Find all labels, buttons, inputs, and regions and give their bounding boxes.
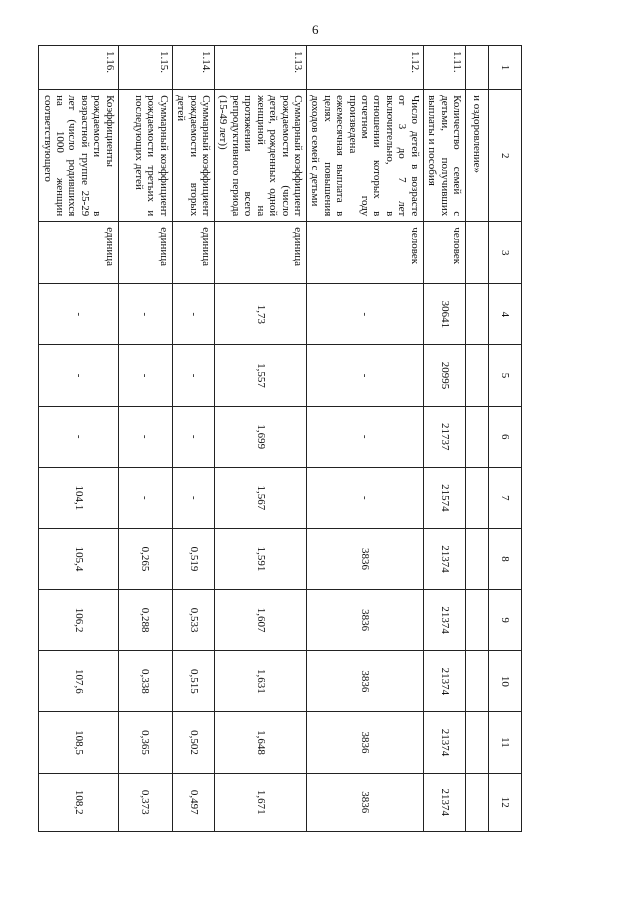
value-cell: 1,699 [214,406,306,467]
value-cell: 21574 [423,467,465,528]
header-cell: 10 [489,651,522,712]
value-cell: 0,519 [172,528,214,589]
empty-cell [466,590,489,651]
header-cell: 5 [489,345,522,406]
empty-cell [466,773,489,831]
row-number: 1.16. [39,46,119,90]
indicators-table [38,45,522,832]
value-cell: 30641 [423,284,465,345]
value-cell: 0,533 [172,590,214,651]
empty-cell [466,222,489,284]
value-cell: - [118,345,172,406]
row-unit: единица [172,222,214,284]
value-cell: 1,73 [214,284,306,345]
header-cell: 11 [489,712,522,773]
value-cell: 21374 [423,590,465,651]
value-cell: 3836 [306,651,423,712]
row-number: 1.12. [306,46,423,90]
value-cell: 108,2 [39,773,119,831]
empty-cell [466,284,489,345]
value-cell: 0,497 [172,773,214,831]
value-cell: 104,1 [39,467,119,528]
value-cell: - [118,406,172,467]
value-cell: - [39,284,119,345]
row-unit: человек [306,222,423,284]
row-number: 1.11. [423,46,465,90]
value-cell: - [118,284,172,345]
value-cell: 0,288 [118,590,172,651]
value-cell: - [306,284,423,345]
header-cell: 6 [489,406,522,467]
header-cell: 1 [489,46,522,90]
table-row [172,46,214,832]
table-row [39,46,119,832]
row-unit: единица [39,222,119,284]
row-description: Количество семей с детьми, получивших выплаты и пособия [423,90,465,222]
empty-cell [466,345,489,406]
value-cell: 21374 [423,528,465,589]
value-cell: - [39,345,119,406]
row-unit: человек [423,222,465,284]
row-unit: единица [118,222,172,284]
empty-cell [466,467,489,528]
header-cell: 7 [489,467,522,528]
value-cell: 1,567 [214,467,306,528]
row-number: 1.15. [118,46,172,90]
table-row [214,46,306,832]
value-cell: 1,671 [214,773,306,831]
header-row [489,46,522,832]
value-cell: 0,338 [118,651,172,712]
row-description: Коэффициенты рождаемости в возрастной группе 25-29 лет (число родившихся на 1000 женщин соответствующего [39,90,119,222]
value-cell: 1,607 [214,590,306,651]
value-cell: 3836 [306,712,423,773]
value-cell: 21737 [423,406,465,467]
value-cell: - [118,467,172,528]
value-cell: 21374 [423,773,465,831]
value-cell: 106,2 [39,590,119,651]
row-number: 1.13. [214,46,306,90]
value-cell: 107,6 [39,651,119,712]
row-description: Суммарный коэффициент рождаемости вторых детей [172,90,214,222]
value-cell: 0,502 [172,712,214,773]
empty-cell [466,46,489,90]
continuation-row [466,46,489,832]
value-cell: - [39,406,119,467]
value-cell: - [306,406,423,467]
value-cell: - [306,345,423,406]
table-row [423,46,465,832]
rotated-page [41,0,632,832]
empty-cell [466,712,489,773]
continuation-text: и оздоровление» [466,90,489,222]
value-cell: - [172,406,214,467]
value-cell: 105,4 [39,528,119,589]
value-cell: - [306,467,423,528]
value-cell: 3836 [306,590,423,651]
value-cell: 20995 [423,345,465,406]
value-cell: 0,265 [118,528,172,589]
row-unit: единица [214,222,306,284]
header-cell: 9 [489,590,522,651]
value-cell: 3836 [306,773,423,831]
row-description: Число детей в возрасте от 3 до 7 лет включительно, в отношении которых в отчетном году произведена ежемесячная выплата в целях повышения доходов семей с детьми [306,90,423,222]
value-cell: 3836 [306,528,423,589]
empty-cell [466,528,489,589]
table-row [306,46,423,832]
empty-cell [466,406,489,467]
value-cell: 1,631 [214,651,306,712]
value-cell: 0,515 [172,651,214,712]
value-cell: 0,373 [118,773,172,831]
page-number: 6 [312,22,319,37]
row-description: Суммарный коэффициент рождаемости третьих и последующих детей [118,90,172,222]
value-cell: - [172,345,214,406]
header-cell: 3 [489,222,522,284]
header-cell: 12 [489,773,522,831]
header-cell: 8 [489,528,522,589]
value-cell: 0,365 [118,712,172,773]
header-cell: 2 [489,90,522,222]
row-number: 1.14. [172,46,214,90]
value-cell: 1,591 [214,528,306,589]
value-cell: 21374 [423,712,465,773]
value-cell: 21374 [423,651,465,712]
table-row [118,46,172,832]
value-cell: - [172,467,214,528]
row-description: Суммарный коэффициент рождаемости (число детей, рожденных одной женщиной на протяжении всего репродуктивного периода (15-49 лет)) [214,90,306,222]
value-cell: - [172,284,214,345]
value-cell: 1,557 [214,345,306,406]
value-cell: 1,648 [214,712,306,773]
header-cell: 4 [489,284,522,345]
value-cell: 108,5 [39,712,119,773]
empty-cell [466,651,489,712]
